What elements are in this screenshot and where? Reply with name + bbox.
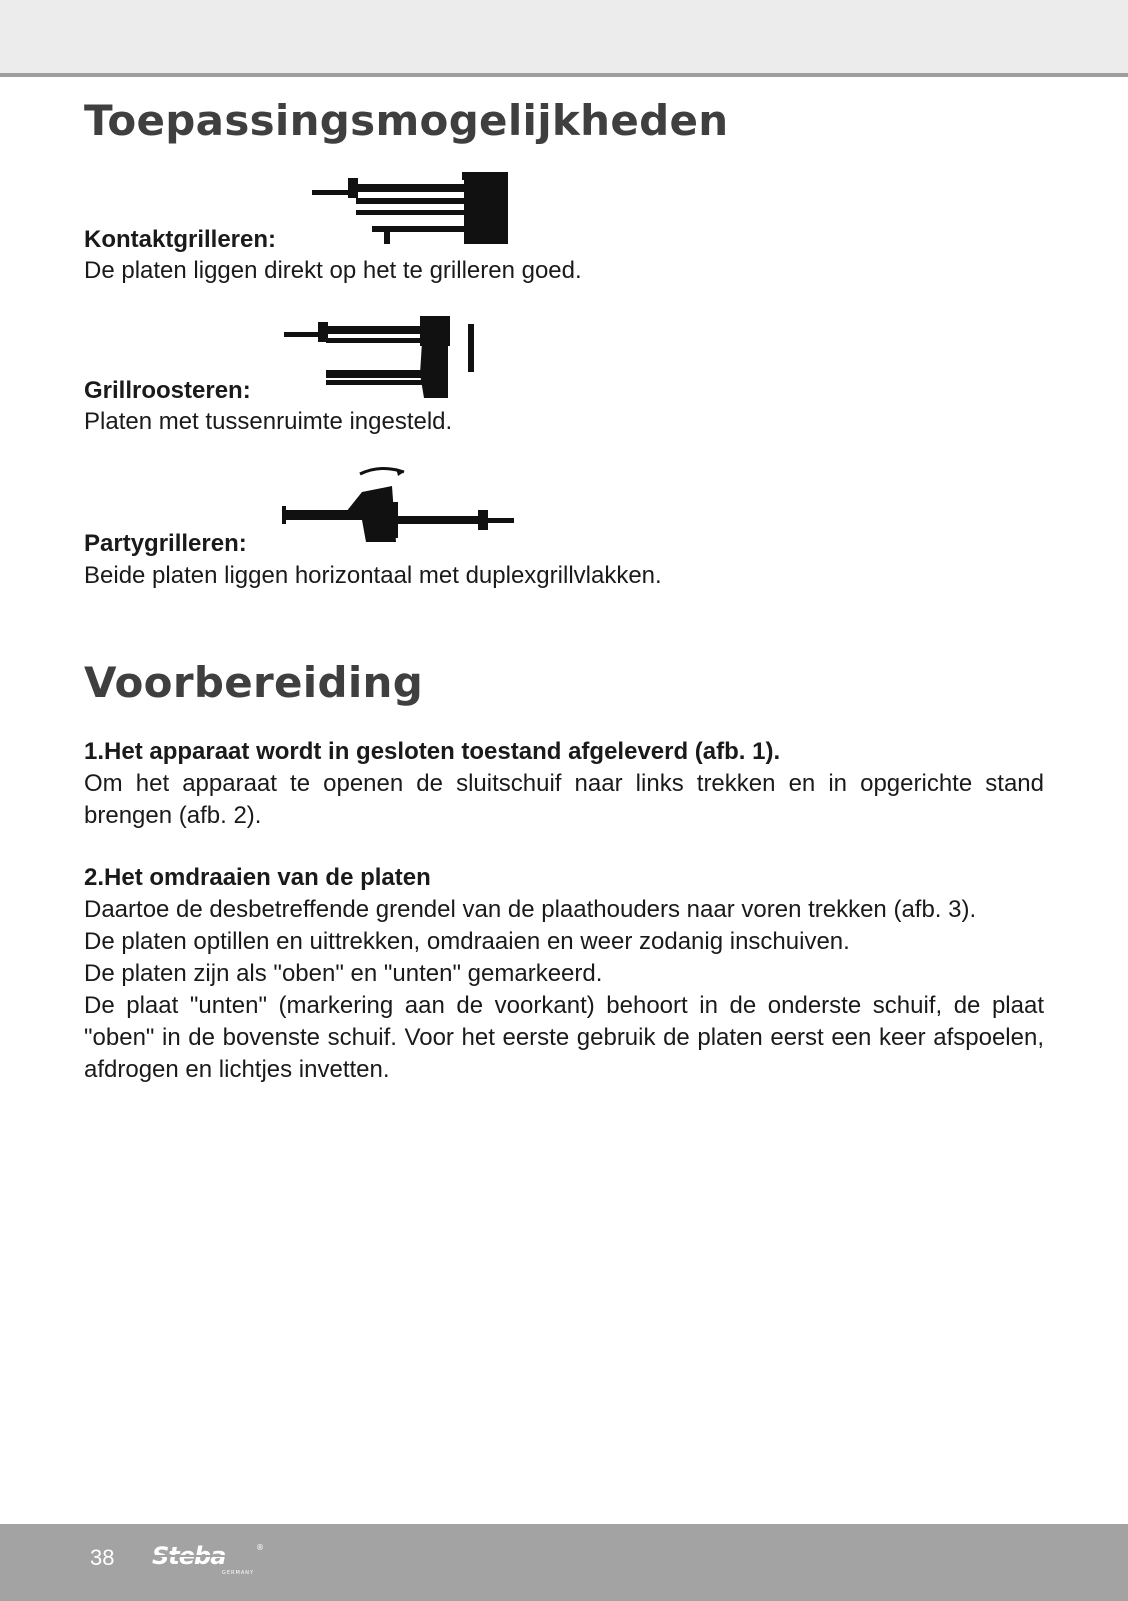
grill-roast-illustration (284, 314, 480, 402)
svg-text:GERMANY: GERMANY (222, 1570, 255, 1576)
svg-text:®: ® (256, 1543, 264, 1552)
header-band (0, 0, 1128, 77)
step-2-text-1: Daartoe de desbetreffende grendel van de plaathouders naar voren trekken (afb. 3). (84, 896, 977, 923)
step-2-text-2: De platen optillen en uittrekken, omdraaien en weer zodanig inschuiven. (84, 928, 850, 955)
step-1-text: Om het apparaat te openen de sluitschuif naar links trekken en in opgerichte stand brengen (afb. 2). (84, 770, 1044, 829)
mode-description-contact: De platen liggen direkt op het te grilleren goed. (84, 257, 582, 284)
step-2-heading: 2.Het omdraaien van de platen (84, 864, 431, 891)
mode-label-roast: Grillroosteren: (84, 377, 251, 404)
mode-label-party: Partygrilleren: (84, 530, 247, 557)
step-2-text-4: De plaat "unten" (markering aan de voorkant) behoort in de onderste schuif, de plaat "oben" in de bovenste schuif. Voor het eerste gebruik de platen eerst een keer afspoelen, afdrogen en lichtjes invetten. (84, 992, 1044, 1083)
mode-description-roast: Platen met tussenruimte ingesteld. (84, 408, 453, 435)
party-grill-illustration (280, 462, 516, 550)
page-number: 38 (90, 1545, 115, 1570)
step-1-heading: 1.Het apparaat wordt in gesloten toestand afgeleverd (afb. 1). (84, 738, 781, 765)
contact-grill-illustration (312, 170, 512, 250)
svg-text:Steba: Steba (152, 1542, 226, 1570)
section-title-preparation: Voorbereiding (84, 658, 424, 707)
steba-logo (152, 1542, 264, 1576)
section-title-applications: Toepassingsmogelijkheden (84, 96, 729, 145)
preparation-step-1 (84, 736, 1044, 832)
preparation-step-2 (84, 862, 1044, 1086)
mode-label-contact: Kontaktgrilleren: (84, 226, 277, 253)
mode-description-party: Beide platen liggen horizontaal met duplexgrillvlakken. (84, 562, 662, 589)
step-2-text-3: De platen zijn als "oben" en "unten" gemarkeerd. (84, 960, 603, 987)
